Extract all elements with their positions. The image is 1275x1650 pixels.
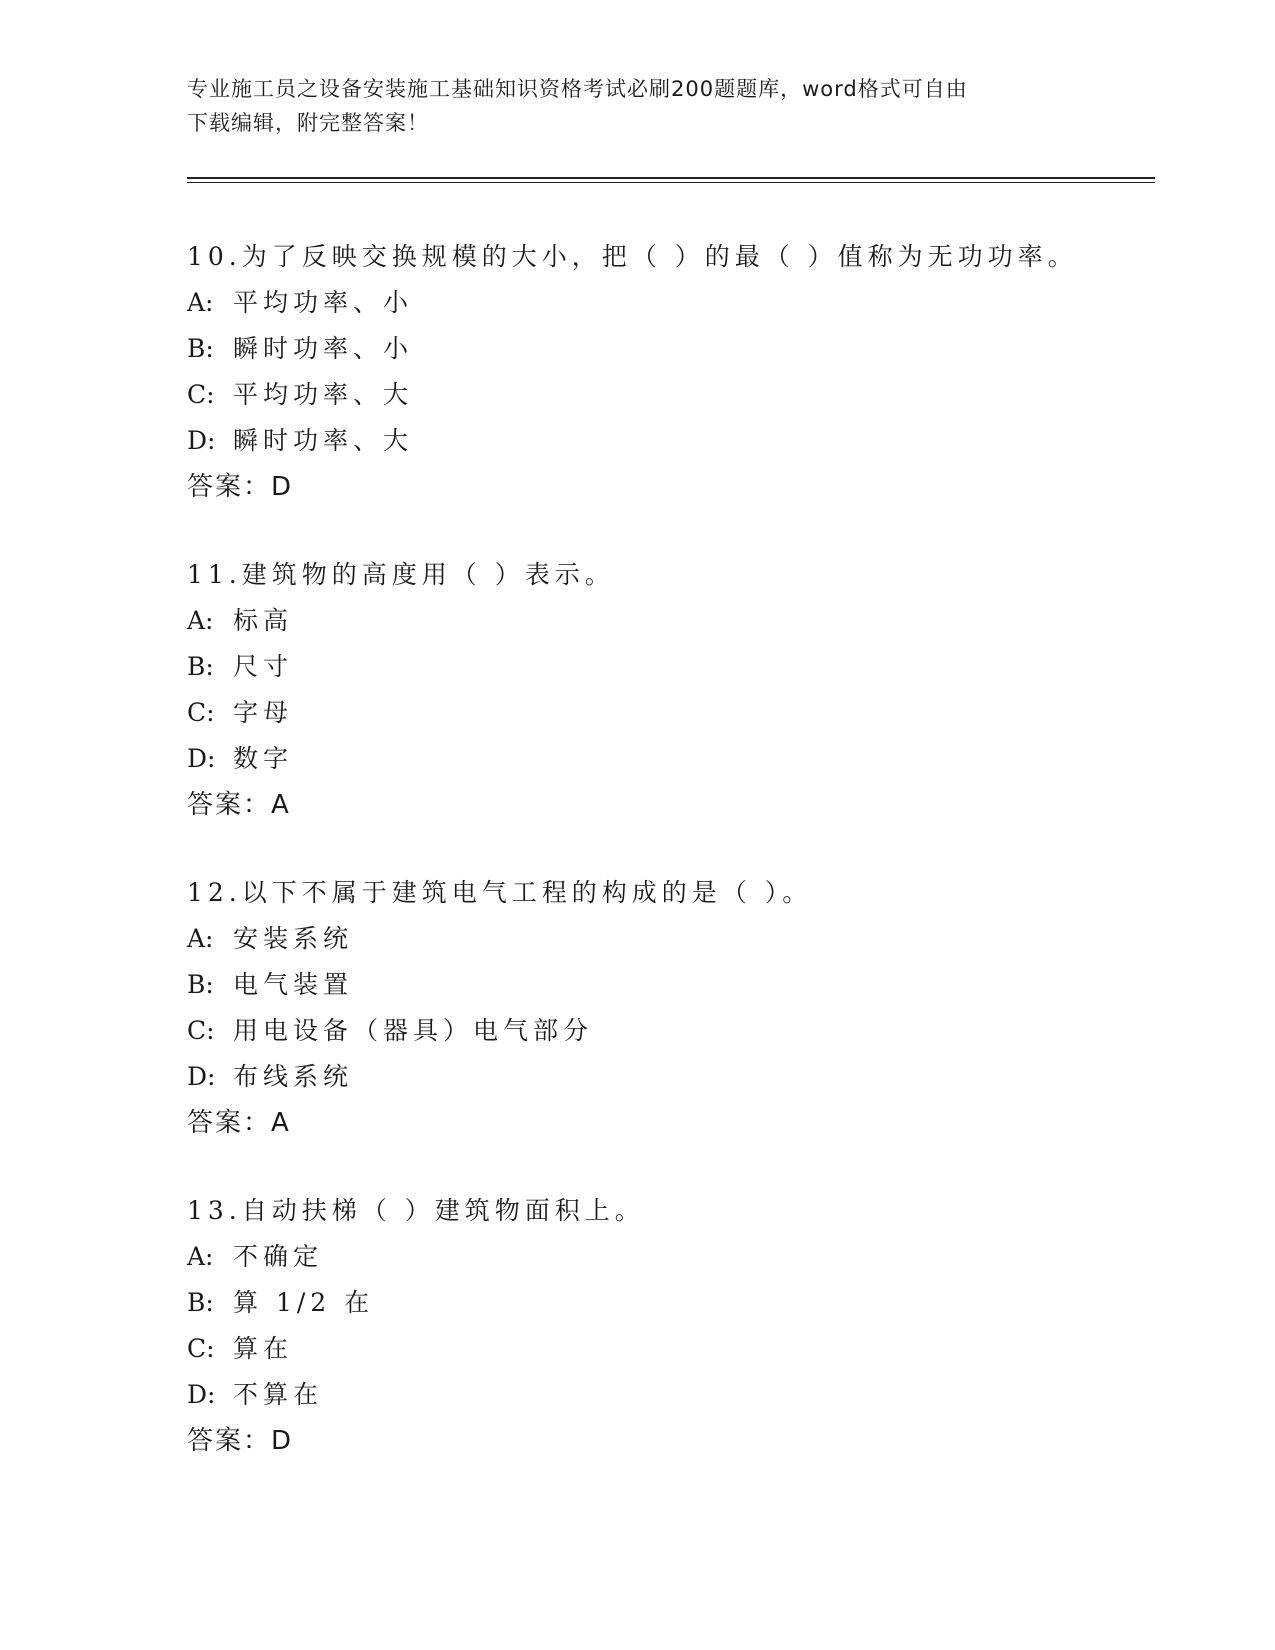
option-a	[187, 1234, 1155, 1280]
question-text: 建筑物的高度用（ ）表示。	[241, 560, 615, 589]
option-key: B:	[187, 652, 214, 681]
option-text: 平均功率、大	[233, 380, 414, 409]
option-key: D:	[187, 426, 216, 455]
question-text: 为了反映交换规模的大小，把（ ）的最（ ）值称为无功功率。	[241, 242, 1078, 271]
option-text: 电气装置	[233, 970, 354, 999]
option-key: C:	[187, 698, 215, 727]
answer-line	[187, 464, 1155, 510]
answer-value: D	[271, 1426, 292, 1456]
option-key: B:	[187, 334, 214, 363]
answer-value: A	[271, 790, 289, 820]
question-stem	[187, 1188, 1155, 1234]
question-text: 以下不属于建筑电气工程的构成的是（ ）。	[241, 878, 813, 907]
question-list	[187, 234, 1155, 1506]
option-key: A:	[187, 288, 214, 317]
option-key: B:	[187, 1288, 214, 1317]
option-c	[187, 690, 1155, 736]
document-header	[187, 72, 1067, 140]
question-text: 自动扶梯（ ）建筑物面积上。	[241, 1196, 645, 1225]
option-text: 平均功率、小	[233, 288, 414, 317]
option-key: C:	[187, 1334, 215, 1363]
option-text: 字母	[233, 698, 294, 727]
option-text: 标高	[233, 606, 294, 635]
option-a	[187, 598, 1155, 644]
option-text: 布线系统	[233, 1062, 354, 1091]
option-key: A:	[187, 924, 214, 953]
option-d	[187, 1372, 1155, 1418]
option-text: 不算在	[233, 1380, 324, 1409]
option-text: 尺寸	[233, 652, 294, 681]
option-c	[187, 1008, 1155, 1054]
header-divider-thick	[187, 177, 1155, 179]
option-d	[187, 736, 1155, 782]
option-text: 瞬时功率、大	[233, 426, 414, 455]
question-10	[187, 234, 1155, 510]
answer-line	[187, 782, 1155, 828]
question-number: 10.	[187, 242, 242, 271]
option-key: D:	[187, 744, 216, 773]
option-key: A:	[187, 1242, 214, 1271]
option-c	[187, 1326, 1155, 1372]
question-stem	[187, 870, 1155, 916]
header-title-line-1: 专业施工员之设备安装施工基础知识资格考试必刷200题题库，word格式可自由	[187, 77, 968, 101]
header-title-line-2: 下载编辑，附完整答案！	[187, 111, 429, 135]
option-key: C:	[187, 380, 215, 409]
option-key: A:	[187, 606, 214, 635]
question-12	[187, 870, 1155, 1146]
option-a	[187, 916, 1155, 962]
option-key: C:	[187, 1016, 215, 1045]
question-number: 11.	[187, 560, 242, 589]
option-text: 数字	[233, 744, 294, 773]
answer-label: 答案：	[187, 1108, 272, 1138]
option-text: 算 1/2 在	[233, 1288, 375, 1317]
option-key: D:	[187, 1062, 216, 1091]
option-b	[187, 326, 1155, 372]
option-d	[187, 418, 1155, 464]
answer-line	[187, 1418, 1155, 1464]
option-text: 不确定	[233, 1242, 324, 1271]
option-d	[187, 1054, 1155, 1100]
option-text: 瞬时功率、小	[233, 334, 414, 363]
question-stem	[187, 552, 1155, 598]
option-b	[187, 644, 1155, 690]
answer-value: D	[271, 472, 292, 502]
question-number: 13.	[187, 1196, 242, 1225]
option-text: 安装系统	[233, 924, 354, 953]
option-b	[187, 962, 1155, 1008]
option-key: D:	[187, 1380, 216, 1409]
question-number: 12.	[187, 878, 242, 907]
option-key: B:	[187, 970, 214, 999]
option-b	[187, 1280, 1155, 1326]
question-13	[187, 1188, 1155, 1464]
answer-label: 答案：	[187, 472, 272, 502]
option-a	[187, 280, 1155, 326]
answer-label: 答案：	[187, 1426, 272, 1456]
answer-line	[187, 1100, 1155, 1146]
answer-label: 答案：	[187, 790, 272, 820]
header-divider-thin	[187, 182, 1155, 183]
question-stem	[187, 234, 1155, 280]
answer-value: A	[271, 1108, 289, 1138]
option-c	[187, 372, 1155, 418]
option-text: 用电设备（器具）电气部分	[233, 1016, 594, 1045]
option-text: 算在	[233, 1334, 294, 1363]
question-11	[187, 552, 1155, 828]
